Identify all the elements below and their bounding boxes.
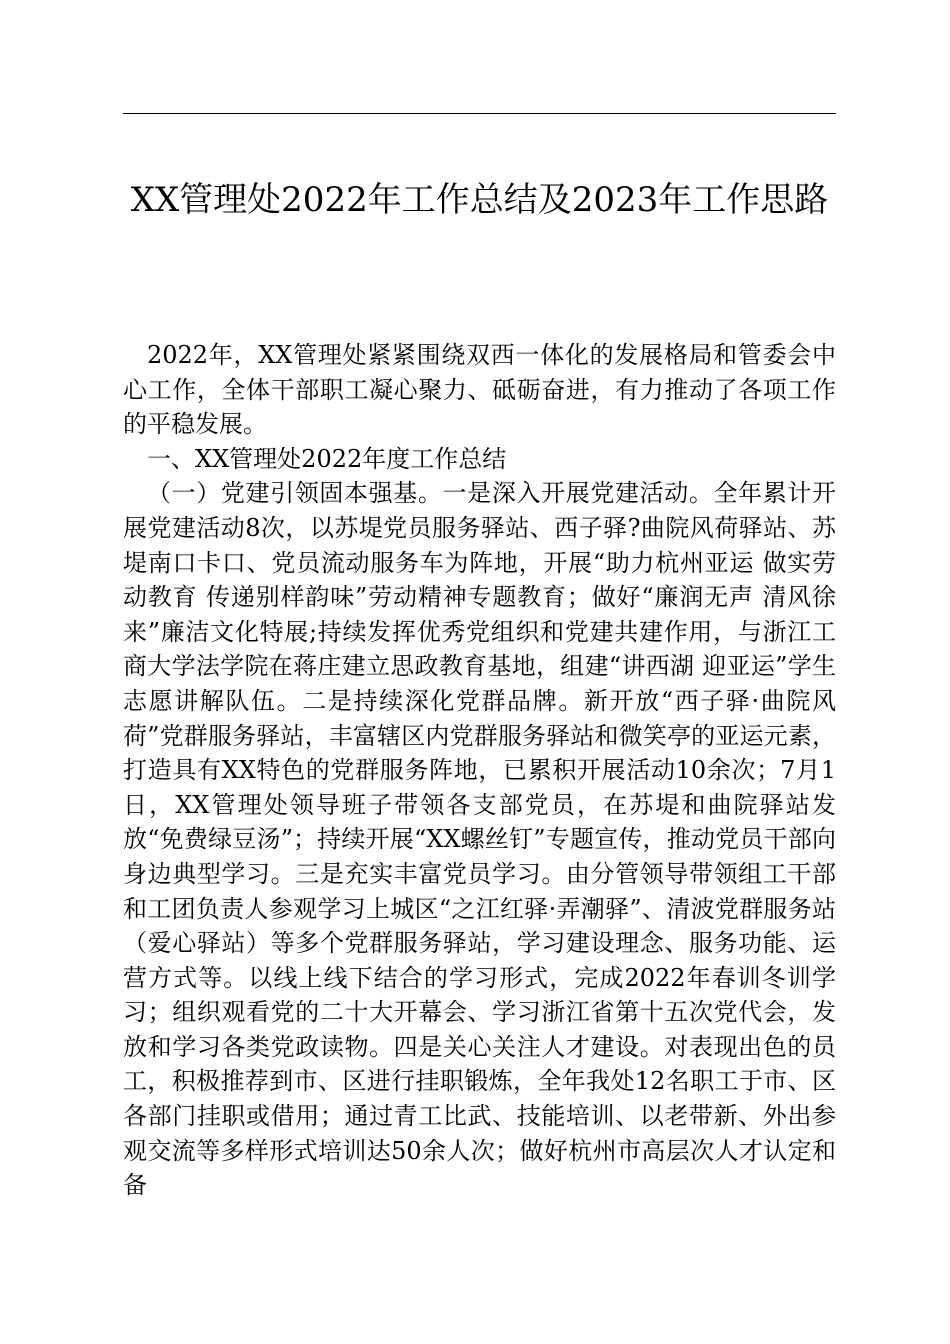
header-divider — [123, 113, 836, 114]
party-building-paragraph: （一）党建引领固本强基。一是深入开展党建活动。全年累计开展党建活动8次，以苏堤党员服务驿站、西子驿?曲院风荷驿站、苏堤南口卡口、党员流动服务车为阵地，开展“助力杭州亚运 做实劳动教育 传递别样韵味”劳动精神专题教育；做好“廉润无声 清风徐来”廉洁文化特展;持续发挥优秀党组织和党建共建作用，与浙江工商大学法学院在蒋庄建立思政教育基地，组建“讲西湖 迎亚运”学生志愿讲解队伍。二是持续深化党群品牌。新开放“西子驿·曲院风荷”党群服务驿站，丰富辖区内党群服务驿站和微笑亭的亚运元素，打造具有XX特色的党群服务阵地，已累积开展活动10余次；7月1日，XX管理处领导班子带领各支部党员，在苏堤和曲院驿站发放“免费绿豆汤”；持续开展“XX螺丝钉”专题宣传，推动党员干部向身边典型学习。三是充实丰富党员学习。由分管领导带领组工干部和工团负责人参观学习上城区“之江红驿·弄潮驿”、清波党群服务站（爱心驿站）等多个党群服务驿站，学习建设理念、服务功能、运营方式等。以线上线下结合的学习形式，完成2022年春训冬训学习；组织观看党的二十大开幕会、学习浙江省第十五次党代会，发放和学习各类党政读物。四是关心关注人才建设。对表现出色的员工，积极推荐到市、区进行挂职锻炼，全年我处12名职工于市、区各部门挂职或借用；通过青工比武、技能培训、以老带新、外出参观交流等多样形式培训达50余人次；做好杭州市高层次人才认定和备 — [123, 479, 836, 1200]
intro-paragraph: 2022年，XX管理处紧紧围绕双西一体化的发展格局和管委会中心工作，全体干部职工凝心聚力、砥砺奋进，有力推动了各项工作的平稳发展。 — [123, 341, 836, 439]
section-heading: 一、XX管理处2022年度工作总结 — [147, 444, 507, 473]
document-title: XX管理处2022年工作总结及2023年工作思路 — [130, 180, 829, 220]
document-body — [123, 338, 836, 1203]
